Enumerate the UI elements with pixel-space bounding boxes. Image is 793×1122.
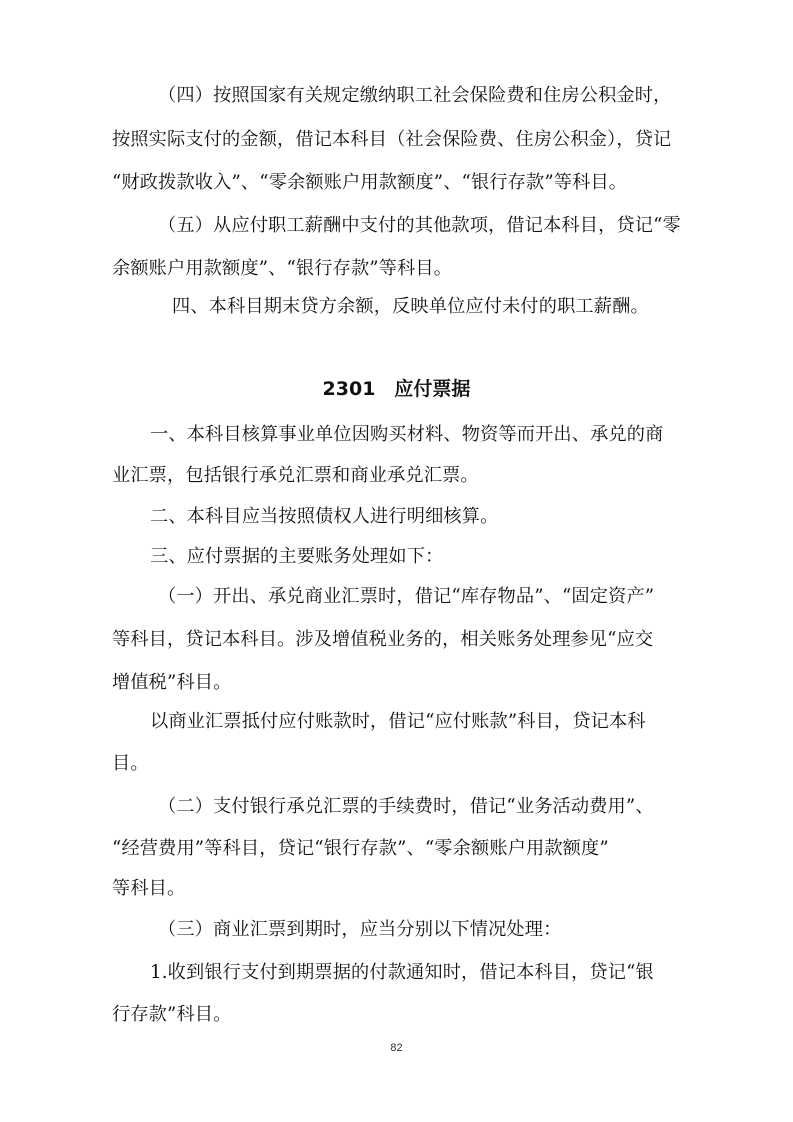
- paragraph-line: （二）支付银行承兑汇票的手续费时，借记“业务活动费用”、: [158, 796, 654, 817]
- paragraph-line: 等科目。: [112, 878, 186, 899]
- paragraph-line: 余额账户用款额度”、“银行存款”等科目。: [112, 258, 453, 279]
- paragraph-line: 等科目，贷记本科目。涉及增值税业务的，相关账务处理参见“应交: [112, 629, 654, 650]
- paragraph-line: 四、本科目期末贷方余额，反映单位应付未付的职工薪酬。: [172, 296, 649, 317]
- paragraph-line: （五）从应付职工薪酬中支付的其他款项，借记本科目，贷记“零: [158, 215, 681, 236]
- paragraph-line: 按照实际支付的金额，借记本科目（社会保险费、住房公积金），贷记: [112, 129, 672, 150]
- page-number: 82: [390, 1042, 403, 1054]
- paragraph-line: （四）按照国家有关规定缴纳职工社会保险费和住房公积金时，: [158, 85, 672, 106]
- paragraph-line: 三、应付票据的主要账务处理如下：: [150, 546, 444, 567]
- paragraph-line: 一、本科目核算事业单位因购买材料、物资等而开出、承兑的商: [150, 424, 664, 445]
- paragraph-line: 目。: [112, 753, 149, 774]
- paragraph-line: “财政拨款收入”、“零余额账户用款额度”、“银行存款”等科目。: [112, 172, 628, 193]
- paragraph-line: 业汇票，包括银行承兑汇票和商业承兑汇票。: [112, 465, 479, 486]
- paragraph-line: “经营费用”等科目，贷记“银行存款”、“零余额账户用款额度”: [112, 838, 609, 859]
- paragraph-line: （三）商业汇票到期时，应当分别以下情况处理：: [158, 919, 562, 940]
- paragraph-line: 二、本科目应当按照债权人进行明细核算。: [150, 506, 499, 527]
- paragraph-line: 以商业汇票抵付应付账款时，借记“应付账款”科目，贷记本科: [150, 711, 646, 732]
- paragraph-line: 行存款”科目。: [112, 1004, 232, 1025]
- section-heading: 2301 应付票据: [322, 378, 471, 400]
- paragraph-line: （一）开出、承兑商业汇票时，借记“库存物品”、“固定资产”: [158, 586, 655, 607]
- paragraph-line: 1.收到银行支付到期票据的付款通知时，借记本科目，贷记“银: [150, 962, 654, 983]
- paragraph-line: 增值税”科目。: [112, 672, 232, 693]
